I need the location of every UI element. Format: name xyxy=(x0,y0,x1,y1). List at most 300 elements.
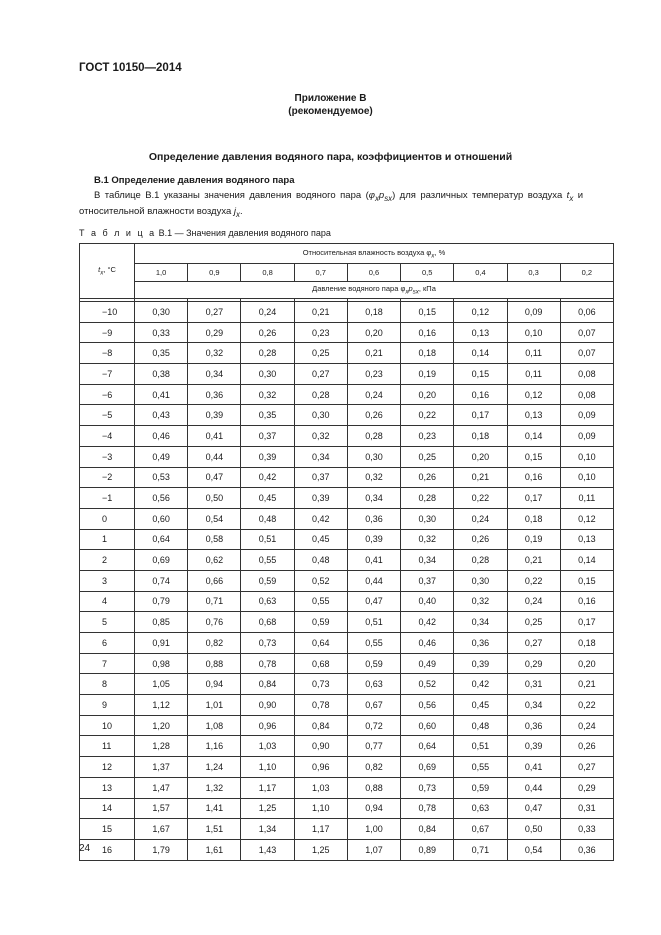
pressure-value-cell: 0,50 xyxy=(507,819,560,840)
table-row xyxy=(80,633,614,654)
pressure-value-cell: 0,40 xyxy=(401,591,454,612)
temperature-cell: −2 xyxy=(80,467,135,488)
caption-text: В.1 — Значения давления водяного пара xyxy=(156,228,331,238)
pressure-value-cell: 1,07 xyxy=(347,839,400,860)
table-row xyxy=(80,819,614,840)
pressure-value-cell: 0,16 xyxy=(454,384,507,405)
appendix-subtitle: (рекомендуемое) xyxy=(288,106,373,117)
pressure-value-cell: 0,09 xyxy=(560,405,613,426)
pressure-value-cell: 1,57 xyxy=(135,798,188,819)
table-row xyxy=(80,343,614,364)
table-row xyxy=(80,467,614,488)
temperature-cell: 15 xyxy=(80,819,135,840)
pressure-value-cell: 0,45 xyxy=(241,488,294,509)
pressure-value-cell: 0,59 xyxy=(454,777,507,798)
pressure-value-cell: 0,28 xyxy=(401,488,454,509)
pressure-value-cell: 0,19 xyxy=(507,529,560,550)
table-row xyxy=(80,302,614,323)
pressure-value-cell: 0,25 xyxy=(507,612,560,633)
temperature-cell: 7 xyxy=(80,653,135,674)
pressure-value-cell: 0,24 xyxy=(347,384,400,405)
var-j: j xyxy=(233,205,237,217)
pressure-value-cell: 1,28 xyxy=(135,736,188,757)
pressure-value-cell: 0,52 xyxy=(401,674,454,695)
pressure-value-cell: 0,29 xyxy=(507,653,560,674)
pressure-value-cell: 0,42 xyxy=(454,674,507,695)
table-row xyxy=(80,550,614,571)
pressure-value-cell: 0,91 xyxy=(135,633,188,654)
pressure-value-cell: 0,88 xyxy=(188,653,241,674)
pressure-value-cell: 0,26 xyxy=(347,405,400,426)
pressure-value-cell: 0,30 xyxy=(241,364,294,385)
pressure-value-cell: 0,25 xyxy=(401,446,454,467)
temperature-cell: 8 xyxy=(80,674,135,695)
pressure-value-cell: 0,39 xyxy=(454,653,507,674)
pressure-value-cell: 0,55 xyxy=(241,550,294,571)
page-number: 24 xyxy=(79,843,91,854)
humidity-level-header: 0,2 xyxy=(560,264,613,282)
pressure-value-cell: 0,21 xyxy=(454,467,507,488)
pressure-value-cell: 0,59 xyxy=(241,570,294,591)
pressure-value-cell: 0,22 xyxy=(507,570,560,591)
section-title: Определение давления водяного пара, коэффициентов и отношений xyxy=(148,151,513,163)
pressure-value-cell: 0,16 xyxy=(401,322,454,343)
table-row xyxy=(80,405,614,426)
pressure-value-cell: 0,20 xyxy=(454,446,507,467)
pressure-value-cell: 0,69 xyxy=(135,550,188,571)
pressure-value-cell: 0,73 xyxy=(241,633,294,654)
pressure-value-cell: 0,08 xyxy=(560,384,613,405)
pressure-value-cell: 0,16 xyxy=(560,591,613,612)
pressure-value-cell: 0,09 xyxy=(560,426,613,447)
temperature-cell: 4 xyxy=(80,591,135,612)
pressure-value-cell: 0,30 xyxy=(347,446,400,467)
pressure-value-cell: 0,60 xyxy=(135,508,188,529)
temperature-cell: 13 xyxy=(80,777,135,798)
pressure-value-cell: 0,73 xyxy=(294,674,347,695)
temperature-cell: −9 xyxy=(80,322,135,343)
temperature-cell: −3 xyxy=(80,446,135,467)
pressure-value-cell: 0,31 xyxy=(560,798,613,819)
pressure-value-cell: 0,22 xyxy=(401,405,454,426)
pressure-value-cell: 0,20 xyxy=(560,653,613,674)
pressure-value-cell: 0,30 xyxy=(454,570,507,591)
pressure-value-cell: 0,82 xyxy=(188,633,241,654)
temperature-cell: −10 xyxy=(80,302,135,323)
temperature-cell: 12 xyxy=(80,757,135,778)
var-p-sub: sx xyxy=(384,193,393,203)
pressure-value-cell: 0,15 xyxy=(401,302,454,323)
pressure-value-cell: 0,46 xyxy=(135,426,188,447)
pressure-value-cell: 0,69 xyxy=(401,757,454,778)
para-text-4: . xyxy=(239,205,243,217)
pressure-value-cell: 0,59 xyxy=(347,653,400,674)
pressure-value-cell: 0,54 xyxy=(507,839,560,860)
pressure-value-cell: 0,14 xyxy=(454,343,507,364)
pressure-value-cell: 0,45 xyxy=(454,695,507,716)
temperature-cell: −4 xyxy=(80,426,135,447)
table-caption xyxy=(79,228,331,238)
pressure-value-cell: 1,17 xyxy=(241,777,294,798)
pressure-value-cell: 0,58 xyxy=(188,529,241,550)
pressure-value-cell: 0,48 xyxy=(294,550,347,571)
pressure-value-cell: 0,63 xyxy=(241,591,294,612)
temperature-cell: 2 xyxy=(80,550,135,571)
pressure-value-cell: 0,30 xyxy=(294,405,347,426)
pressure-value-cell: 1,51 xyxy=(188,819,241,840)
pressure-value-cell: 0,34 xyxy=(401,550,454,571)
pressure-value-cell: 0,73 xyxy=(401,777,454,798)
pressure-value-cell: 0,26 xyxy=(241,322,294,343)
table-row xyxy=(80,529,614,550)
humidity-level-header: 1,0 xyxy=(135,264,188,282)
pressure-value-cell: 0,21 xyxy=(347,343,400,364)
pressure-value-cell: 0,28 xyxy=(294,384,347,405)
pressure-value-cell: 1,12 xyxy=(135,695,188,716)
pressure-value-cell: 0,39 xyxy=(507,736,560,757)
table-row xyxy=(80,384,614,405)
pressure-value-cell: 0,22 xyxy=(560,695,613,716)
pressure-value-cell: 1,10 xyxy=(241,757,294,778)
pressure-value-cell: 0,42 xyxy=(241,467,294,488)
pressure-value-cell: 0,10 xyxy=(507,322,560,343)
pressure-value-cell: 0,89 xyxy=(401,839,454,860)
pressure-value-cell: 0,42 xyxy=(294,508,347,529)
pressure-value-cell: 0,13 xyxy=(560,529,613,550)
pressure-value-cell: 0,26 xyxy=(560,736,613,757)
pressure-value-cell: 0,21 xyxy=(294,302,347,323)
table-row xyxy=(80,446,614,467)
pressure-value-cell: 1,03 xyxy=(294,777,347,798)
table-row xyxy=(80,674,614,695)
pressure-value-cell: 0,63 xyxy=(454,798,507,819)
temperature-cell: 6 xyxy=(80,633,135,654)
temperature-cell: −7 xyxy=(80,364,135,385)
pressure-value-cell: 0,88 xyxy=(347,777,400,798)
pressure-value-cell: 0,32 xyxy=(401,529,454,550)
pressure-value-cell: 0,47 xyxy=(507,798,560,819)
pressure-value-cell: 0,12 xyxy=(560,508,613,529)
pressure-value-cell: 0,64 xyxy=(294,633,347,654)
pressure-value-cell: 0,96 xyxy=(241,715,294,736)
pressure-value-cell: 0,06 xyxy=(560,302,613,323)
pressure-value-cell: 0,55 xyxy=(347,633,400,654)
pressure-value-cell: 0,21 xyxy=(560,674,613,695)
pressure-value-cell: 0,24 xyxy=(507,591,560,612)
var-j-sub: x xyxy=(236,209,240,219)
pressure-value-cell: 0,48 xyxy=(454,715,507,736)
pressure-value-cell: 0,28 xyxy=(241,343,294,364)
pressure-value-cell: 0,26 xyxy=(454,529,507,550)
pressure-value-cell: 0,28 xyxy=(347,426,400,447)
pressure-value-cell: 1,37 xyxy=(135,757,188,778)
pressure-value-cell: 0,13 xyxy=(454,322,507,343)
temperature-cell: 16 xyxy=(80,839,135,860)
pressure-value-cell: 0,13 xyxy=(507,405,560,426)
pressure-value-cell: 0,24 xyxy=(241,302,294,323)
table-row xyxy=(80,736,614,757)
pressure-value-cell: 0,36 xyxy=(347,508,400,529)
humidity-level-header: 0,4 xyxy=(454,264,507,282)
pressure-value-cell: 0,90 xyxy=(241,695,294,716)
pressure-value-cell: 1,10 xyxy=(294,798,347,819)
pressure-value-cell: 0,46 xyxy=(401,633,454,654)
pressure-value-cell: 0,33 xyxy=(560,819,613,840)
pressure-value-cell: 0,11 xyxy=(507,343,560,364)
pressure-value-cell: 0,16 xyxy=(507,467,560,488)
temperature-cell: 5 xyxy=(80,612,135,633)
pressure-value-cell: 0,25 xyxy=(294,343,347,364)
pressure-value-cell: 0,10 xyxy=(560,446,613,467)
pressure-value-cell: 0,11 xyxy=(560,488,613,509)
pressure-value-cell: 0,85 xyxy=(135,612,188,633)
pressure-value-cell: 0,49 xyxy=(401,653,454,674)
pressure-value-cell: 1,43 xyxy=(241,839,294,860)
pressure-value-cell: 1,25 xyxy=(294,839,347,860)
pressure-value-cell: 0,94 xyxy=(188,674,241,695)
pressure-value-cell: 0,41 xyxy=(135,384,188,405)
pressure-value-cell: 0,55 xyxy=(454,757,507,778)
subsection-title: В.1 Определение давления водяного пара xyxy=(94,175,295,186)
var-phi-sub: x xyxy=(374,193,379,203)
pressure-value-cell: 0,78 xyxy=(401,798,454,819)
pressure-value-cell: 1,00 xyxy=(347,819,400,840)
temperature-cell: −1 xyxy=(80,488,135,509)
pressure-value-cell: 1,47 xyxy=(135,777,188,798)
table-row xyxy=(80,612,614,633)
intro-paragraph xyxy=(79,189,583,221)
pressure-value-cell: 0,34 xyxy=(188,364,241,385)
pressure-value-cell: 0,11 xyxy=(507,364,560,385)
pressure-value-cell: 0,27 xyxy=(560,757,613,778)
table-row xyxy=(80,508,614,529)
vapor-pressure-table xyxy=(79,243,614,861)
pressure-value-cell: 0,66 xyxy=(188,570,241,591)
pressure-value-cell: 1,41 xyxy=(188,798,241,819)
pressure-value-cell: 0,15 xyxy=(507,446,560,467)
pressure-value-cell: 0,36 xyxy=(507,715,560,736)
pressure-value-cell: 0,55 xyxy=(294,591,347,612)
appendix-heading xyxy=(0,92,661,118)
table-row xyxy=(80,322,614,343)
pressure-value-cell: 0,26 xyxy=(401,467,454,488)
pressure-value-cell: 0,34 xyxy=(454,612,507,633)
var-p: p xyxy=(378,190,385,201)
pressure-value-cell: 0,18 xyxy=(401,343,454,364)
pressure-value-cell: 0,76 xyxy=(188,612,241,633)
pressure-value-cell: 0,47 xyxy=(347,591,400,612)
pressure-value-cell: 1,24 xyxy=(188,757,241,778)
pressure-value-cell: 0,72 xyxy=(347,715,400,736)
pressure-value-cell: 0,45 xyxy=(294,529,347,550)
pressure-value-cell: 0,44 xyxy=(188,446,241,467)
pressure-value-cell: 0,10 xyxy=(560,467,613,488)
pressure-value-cell: 0,32 xyxy=(294,426,347,447)
humidity-level-header: 0,8 xyxy=(241,264,294,282)
pressure-value-cell: 1,32 xyxy=(188,777,241,798)
pressure-value-cell: 0,84 xyxy=(401,819,454,840)
pressure-value-cell: 0,96 xyxy=(294,757,347,778)
pressure-value-cell: 0,90 xyxy=(294,736,347,757)
pressure-value-cell: 0,51 xyxy=(241,529,294,550)
pressure-value-cell: 0,07 xyxy=(560,322,613,343)
pressure-value-cell: 1,03 xyxy=(241,736,294,757)
pressure-value-cell: 1,20 xyxy=(135,715,188,736)
pressure-value-cell: 0,09 xyxy=(507,302,560,323)
pressure-value-cell: 1,08 xyxy=(188,715,241,736)
para-text-2: ) для различных температур воздуха xyxy=(392,190,567,201)
var-t-sub: x xyxy=(569,193,574,203)
pressure-value-cell: 0,23 xyxy=(347,364,400,385)
pressure-value-cell: 1,61 xyxy=(188,839,241,860)
pressure-value-cell: 0,17 xyxy=(454,405,507,426)
pressure-value-cell: 0,39 xyxy=(188,405,241,426)
pressure-value-cell: 0,56 xyxy=(401,695,454,716)
pressure-value-cell: 0,31 xyxy=(507,674,560,695)
pressure-value-cell: 0,12 xyxy=(454,302,507,323)
table-row xyxy=(80,839,614,860)
pressure-value-cell: 0,29 xyxy=(560,777,613,798)
pressure-value-cell: 1,17 xyxy=(294,819,347,840)
pressure-value-cell: 0,98 xyxy=(135,653,188,674)
humidity-header: Относительная влажность воздуха $\varphi_x$, % xyxy=(135,244,614,264)
pressure-value-cell: 0,54 xyxy=(188,508,241,529)
table-row xyxy=(80,798,614,819)
pressure-value-cell: 0,84 xyxy=(294,715,347,736)
pressure-value-cell: 0,41 xyxy=(188,426,241,447)
pressure-value-cell: 0,35 xyxy=(135,343,188,364)
pressure-value-cell: 0,47 xyxy=(188,467,241,488)
pressure-value-cell: 0,32 xyxy=(188,343,241,364)
pressure-value-cell: 0,30 xyxy=(401,508,454,529)
pressure-value-cell: 1,79 xyxy=(135,839,188,860)
pressure-value-cell: 0,34 xyxy=(294,446,347,467)
temperature-cell: 9 xyxy=(80,695,135,716)
pressure-value-cell: 0,42 xyxy=(401,612,454,633)
pressure-value-cell: 0,15 xyxy=(454,364,507,385)
pressure-value-cell: 0,51 xyxy=(454,736,507,757)
pressure-value-cell: 0,18 xyxy=(560,633,613,654)
pressure-value-cell: 1,67 xyxy=(135,819,188,840)
pressure-value-cell: 0,14 xyxy=(560,550,613,571)
table-row xyxy=(80,777,614,798)
appendix-title: Приложение В xyxy=(294,93,367,104)
temperature-cell: −5 xyxy=(80,405,135,426)
humidity-levels-row xyxy=(80,264,614,282)
table-row xyxy=(80,757,614,778)
table-row xyxy=(80,570,614,591)
humidity-level-header: 0,6 xyxy=(347,264,400,282)
pressure-value-cell: 0,44 xyxy=(347,570,400,591)
pressure-value-cell: 0,39 xyxy=(347,529,400,550)
pressure-value-cell: 0,56 xyxy=(135,488,188,509)
pressure-value-cell: 0,27 xyxy=(294,364,347,385)
pressure-value-cell: 0,08 xyxy=(560,364,613,385)
humidity-level-header: 0,7 xyxy=(294,264,347,282)
pressure-value-cell: 0,43 xyxy=(135,405,188,426)
humidity-level-header: 0,5 xyxy=(401,264,454,282)
pressure-value-cell: 0,53 xyxy=(135,467,188,488)
pressure-value-cell: 0,78 xyxy=(294,695,347,716)
pressure-value-cell: 0,20 xyxy=(401,384,454,405)
temperature-cell: −6 xyxy=(80,384,135,405)
pressure-value-cell: 0,24 xyxy=(560,715,613,736)
pressure-value-cell: 0,50 xyxy=(188,488,241,509)
temperature-column-header: $t_x$, °С xyxy=(80,244,135,299)
pressure-value-cell: 0,39 xyxy=(294,488,347,509)
pressure-value-cell: 0,59 xyxy=(294,612,347,633)
pressure-value-cell: 0,82 xyxy=(347,757,400,778)
pressure-value-cell: 0,19 xyxy=(401,364,454,385)
pressure-value-cell: 0,29 xyxy=(188,322,241,343)
pressure-value-cell: 0,74 xyxy=(135,570,188,591)
pressure-value-cell: 1,01 xyxy=(188,695,241,716)
humidity-level-header: 0,9 xyxy=(188,264,241,282)
pressure-value-cell: 0,34 xyxy=(507,695,560,716)
pressure-value-cell: 0,23 xyxy=(294,322,347,343)
pressure-value-cell: 0,84 xyxy=(241,674,294,695)
pressure-value-cell: 0,60 xyxy=(401,715,454,736)
pressure-value-cell: 0,37 xyxy=(401,570,454,591)
pressure-value-cell: 0,32 xyxy=(454,591,507,612)
pressure-value-cell: 0,18 xyxy=(507,508,560,529)
pressure-value-cell: 0,44 xyxy=(507,777,560,798)
pressure-value-cell: 0,15 xyxy=(560,570,613,591)
pressure-value-cell: 0,14 xyxy=(507,426,560,447)
pressure-value-cell: 0,34 xyxy=(347,488,400,509)
pressure-value-cell: 0,23 xyxy=(401,426,454,447)
temperature-cell: −8 xyxy=(80,343,135,364)
table-row xyxy=(80,653,614,674)
pressure-value-cell: 0,78 xyxy=(241,653,294,674)
temperature-cell: 10 xyxy=(80,715,135,736)
pressure-value-cell: 1,25 xyxy=(241,798,294,819)
pressure-value-cell: 0,68 xyxy=(241,612,294,633)
table-row xyxy=(80,488,614,509)
pressure-value-cell: 0,17 xyxy=(560,612,613,633)
pressure-value-cell: 0,12 xyxy=(507,384,560,405)
temperature-cell: 0 xyxy=(80,508,135,529)
pressure-value-cell: 0,48 xyxy=(241,508,294,529)
pressure-value-cell: 1,34 xyxy=(241,819,294,840)
pressure-value-cell: 0,32 xyxy=(241,384,294,405)
pressure-value-cell: 0,27 xyxy=(507,633,560,654)
pressure-value-cell: 0,36 xyxy=(454,633,507,654)
pressure-value-cell: 0,52 xyxy=(294,570,347,591)
pressure-value-cell: 0,71 xyxy=(454,839,507,860)
pressure-value-cell: 0,63 xyxy=(347,674,400,695)
pressure-value-cell: 0,36 xyxy=(560,839,613,860)
pressure-value-cell: 0,41 xyxy=(347,550,400,571)
pressure-value-cell: 0,38 xyxy=(135,364,188,385)
pressure-value-cell: 0,71 xyxy=(188,591,241,612)
pressure-value-cell: 0,22 xyxy=(454,488,507,509)
pressure-value-cell: 1,05 xyxy=(135,674,188,695)
temperature-cell: 11 xyxy=(80,736,135,757)
table-row xyxy=(80,426,614,447)
table-row xyxy=(80,364,614,385)
pressure-value-cell: 0,27 xyxy=(188,302,241,323)
pressure-value-cell: 0,17 xyxy=(507,488,560,509)
pressure-value-cell: 0,07 xyxy=(560,343,613,364)
pressure-value-cell: 0,24 xyxy=(454,508,507,529)
pressure-value-cell: 0,79 xyxy=(135,591,188,612)
pressure-header: Давление водяного пара $\varphi_xp_{sx}$, кПа xyxy=(135,282,614,299)
temperature-cell: 14 xyxy=(80,798,135,819)
pressure-value-cell: 0,35 xyxy=(241,405,294,426)
para-text-3: и относительной влажности воздуха xyxy=(79,190,583,217)
pressure-value-cell: 0,18 xyxy=(347,302,400,323)
